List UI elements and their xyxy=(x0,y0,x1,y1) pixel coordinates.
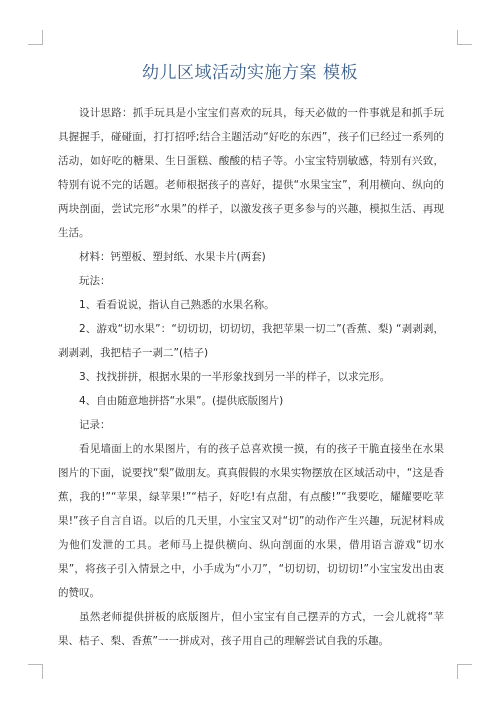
crop-mark-top-right xyxy=(457,30,472,45)
paragraph-gameplay-step-3: 3、找找拼拼，根据水果的一半形象找到另一半的样子，以求完形。 xyxy=(79,371,391,383)
crop-mark-top-left xyxy=(28,30,43,45)
paragraph-gameplay-heading: 玩法： xyxy=(79,275,111,287)
paragraph-record-body: 看见墙面上的水果图片，有的孩子总喜欢摸一摸，有的孩子干脆直接坐在水果图片的下面，说要找“梨”做朋友。真真假假的水果实物摆放在区域活动中，“这是香蕉，我的!”“苹果，绿苹果!”“桔子，好吃!有点甜，有点酸!”“我要吃，耀耀要吃苹果!”孩子自言自语。以后的几天里，小宝宝又对“切”的动作产生兴趣，玩泥材料成为他们发泄的工具。老师马上提供横向、纵向剖面的水果，借用语言游戏“切水果”，将孩子引入情景之中，小手成为“小刀”，“切切切，切切切!”小宝宝发出由衷的赞叹。 xyxy=(58,443,444,599)
paragraph-gameplay-step-4: 4、自由随意地拼搭“水果”。(提供底版图片) xyxy=(79,395,284,407)
paragraph-materials: 材料：钙塑板、塑封纸、水果卡片(两套) xyxy=(79,251,266,263)
crop-mark-bottom-left xyxy=(28,664,43,679)
paragraph-record-heading: 记录： xyxy=(79,419,111,431)
document-body xyxy=(58,101,444,653)
paragraph-design-idea: 设计思路：抓手玩具是小宝宝们喜欢的玩具，每天必做的一件事就是和抓手玩具握握手，碰碰面，打打招呼;结合主题活动“好吃的东西”，孩子们已经过一系列的活动，如好吃的糖果、生日蛋糕、酸酸的桔子等。小宝宝特别敏感，特别有兴致，特别有说不完的话题。老师根据孩子的喜好，提供“水果宝宝”，利用横向、纵向的两块剖面，尝试完形“水果”的样子，以激发孩子更多参与的兴趣，模拟生活、再现生活。 xyxy=(58,107,444,239)
paragraph-gameplay-step-2: 2、游戏“切水果”：“切切切，切切切，我把苹果一切二”(香蕉、梨) “剥剥剥，剥剥剥，我把桔子一剥二”(桔子) xyxy=(58,323,444,359)
document-title: 幼儿区域活动实施方案 模板 xyxy=(142,63,358,83)
paragraph-conclusion: 虽然老师提供拼板的底版图片，但小宝宝有自己摆弄的方式，一会儿就将“苹果、桔子、梨、香蕉”一一拼成对，孩子用自己的理解尝试自我的乐趣。 xyxy=(58,611,444,647)
paragraph-gameplay-step-1: 1、看看说说，指认自己熟悉的水果名称。 xyxy=(79,299,275,311)
crop-mark-bottom-right xyxy=(457,664,472,679)
